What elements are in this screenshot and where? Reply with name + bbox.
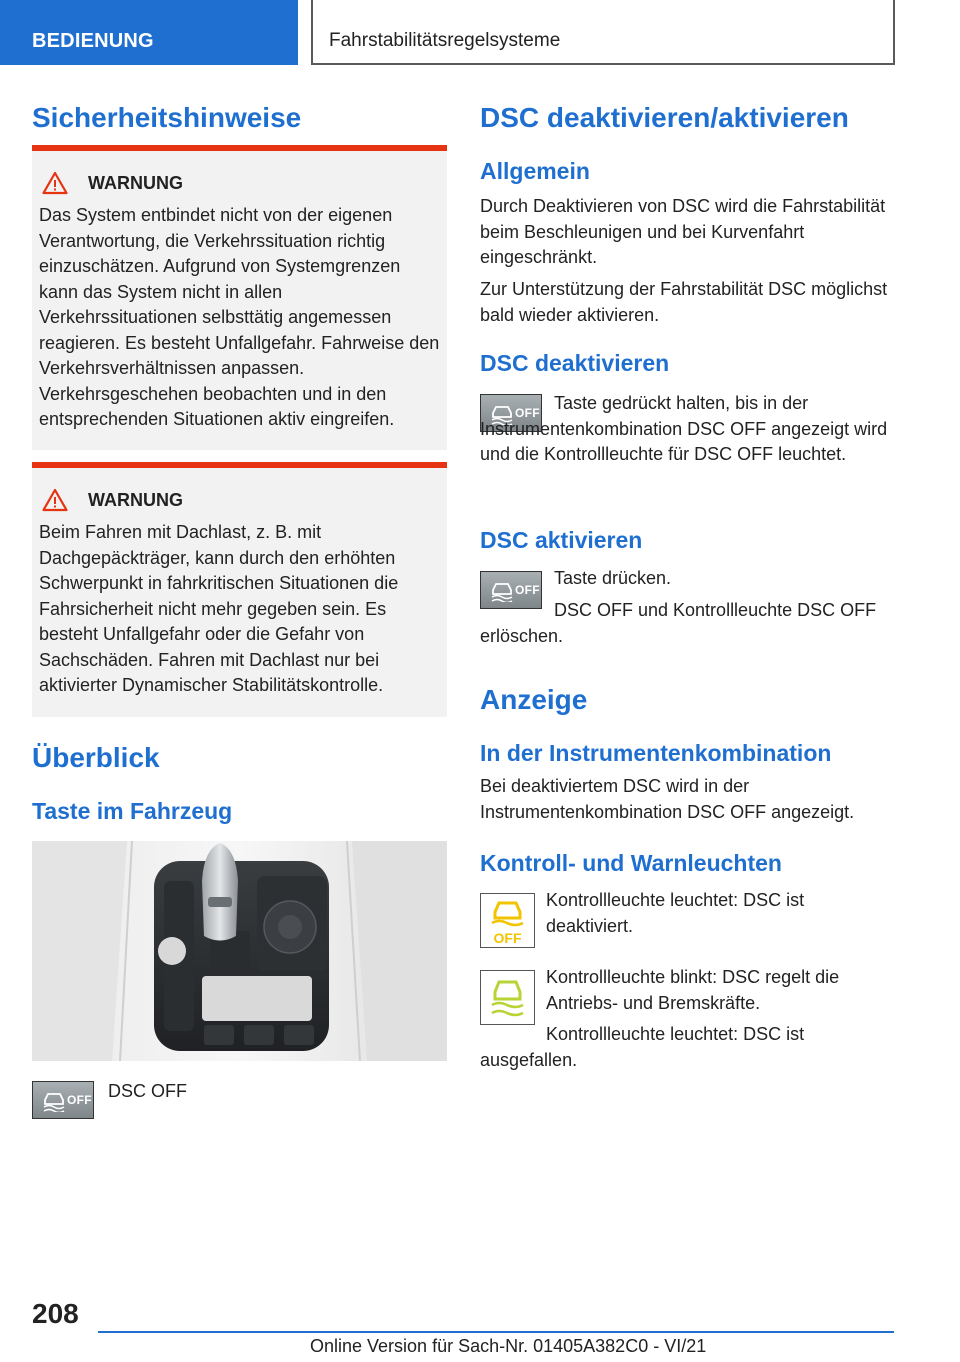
- safety-title: Sicherheitshinweise: [32, 102, 302, 133]
- dsc-off-button-icon: [32, 1081, 94, 1119]
- warning-box-1: [32, 145, 447, 450]
- center-console-photo: [32, 841, 447, 1061]
- general-title: Allgemein: [480, 158, 590, 184]
- dsc-main-title: DSC deaktivieren/aktivieren: [480, 102, 849, 133]
- cluster-text: Bei deaktiviertem DSC wird in der Instrumentenkombination DSC OFF angezeigt.: [480, 776, 855, 822]
- off-label: OFF: [515, 583, 540, 597]
- warning-text: Beim Fahren mit Dachlast, z. B. mit Dachgepäckträger, kann durch den erhöhten Schwerpunkt in fahrkritischen Situationen die Fahrsicherheit nicht mehr gegeben sein. Es besteht Unfallgefahr oder die Gefahr von Sachschäden. Fahren mit Dachlast nur bei aktivierter Dynamischer Stabilitätskontrolle.: [39, 522, 399, 695]
- general-paragraph-1: Durch Deaktivieren von DSC wird die Fahrstabilität beim Beschleunigen und bei Kurvenfahrt eingeschränkt.: [480, 196, 886, 267]
- lamp1-text: Kontrollleuchte leuchtet: DSC ist deaktiviert.: [546, 890, 805, 936]
- warning-triangle-icon: [42, 171, 68, 195]
- warning-label: WARNUNG: [88, 173, 183, 193]
- button-in-vehicle-title: Taste im Fahrzeug: [32, 798, 233, 824]
- lamp2-text-1: Kontrollleuchte blinkt: DSC regelt die Antriebs- und Bremskräfte.: [546, 967, 840, 1013]
- button-caption: DSC OFF: [108, 1081, 187, 1101]
- lamp2-text-2: Kontrollleuchte leuchtet: DSC ist ausgefallen.: [480, 1024, 805, 1070]
- lamps-title: Kontroll- und Warnleuchten: [480, 850, 782, 876]
- dsc-active-lamp-icon: [480, 970, 535, 1025]
- warning-text: Das System entbindet nicht von der eigenen Verantwortung, die Verkehrssituation richtig einzuschätzen. Aufgrund von Systemgrenzen kann das System nicht in allen Verkehrssituationen selbsttätig angemessen reagieren. Es besteht Unfallgefahr. Fahrweise den Verkehrsverhältnissen anpassen. Verkehrsgeschehen beobachten und in den entsprechenden Situationen aktiv eingreifen.: [39, 205, 440, 429]
- warning-box-2: [32, 462, 447, 717]
- footer-version: Online Version für Sach-Nr. 01405A382C0 - VI/21: [310, 1336, 707, 1356]
- warning-label: WARNUNG: [88, 490, 183, 510]
- dsc-off-lamp-icon: [480, 893, 535, 948]
- header-chapter-title: Fahrstabilitätsregelsysteme: [311, 0, 895, 65]
- dsc-off-yellow-lamp-icon: [481, 894, 534, 947]
- off-label: OFF: [515, 406, 540, 420]
- display-title: Anzeige: [480, 684, 588, 715]
- footer-divider: [98, 1331, 894, 1333]
- page-number: 208: [32, 1298, 79, 1329]
- deactivate-title: DSC deaktivieren: [480, 350, 670, 376]
- overview-title: Überblick: [32, 742, 160, 773]
- lamp-off-text: OFF: [493, 930, 522, 946]
- dsc-green-lamp-icon: [481, 971, 534, 1024]
- header-section-tab: BEDIENUNG: [0, 0, 298, 65]
- cluster-title: In der Instrumentenkombination: [480, 740, 832, 766]
- deactivate-text: Taste gedrückt halten, bis in der Instrumentenkombination DSC OFF angezeigt wird und die Kontrollleuchte für DSC OFF leuchtet.: [480, 393, 888, 464]
- skidding-car-icon: [41, 1090, 67, 1112]
- activate-text-2: DSC OFF und Kontrollleuchte DSC OFF erlöschen.: [480, 600, 877, 646]
- activate-title: DSC aktivieren: [480, 527, 643, 553]
- center-console-image: [32, 841, 447, 1061]
- general-paragraph-2: Zur Unterstützung der Fahrstabilität DSC möglichst bald wieder aktivieren.: [480, 279, 888, 325]
- off-label: OFF: [67, 1093, 92, 1107]
- warning-triangle-icon: [42, 488, 68, 512]
- activate-text-1: Taste drücken.: [554, 568, 672, 588]
